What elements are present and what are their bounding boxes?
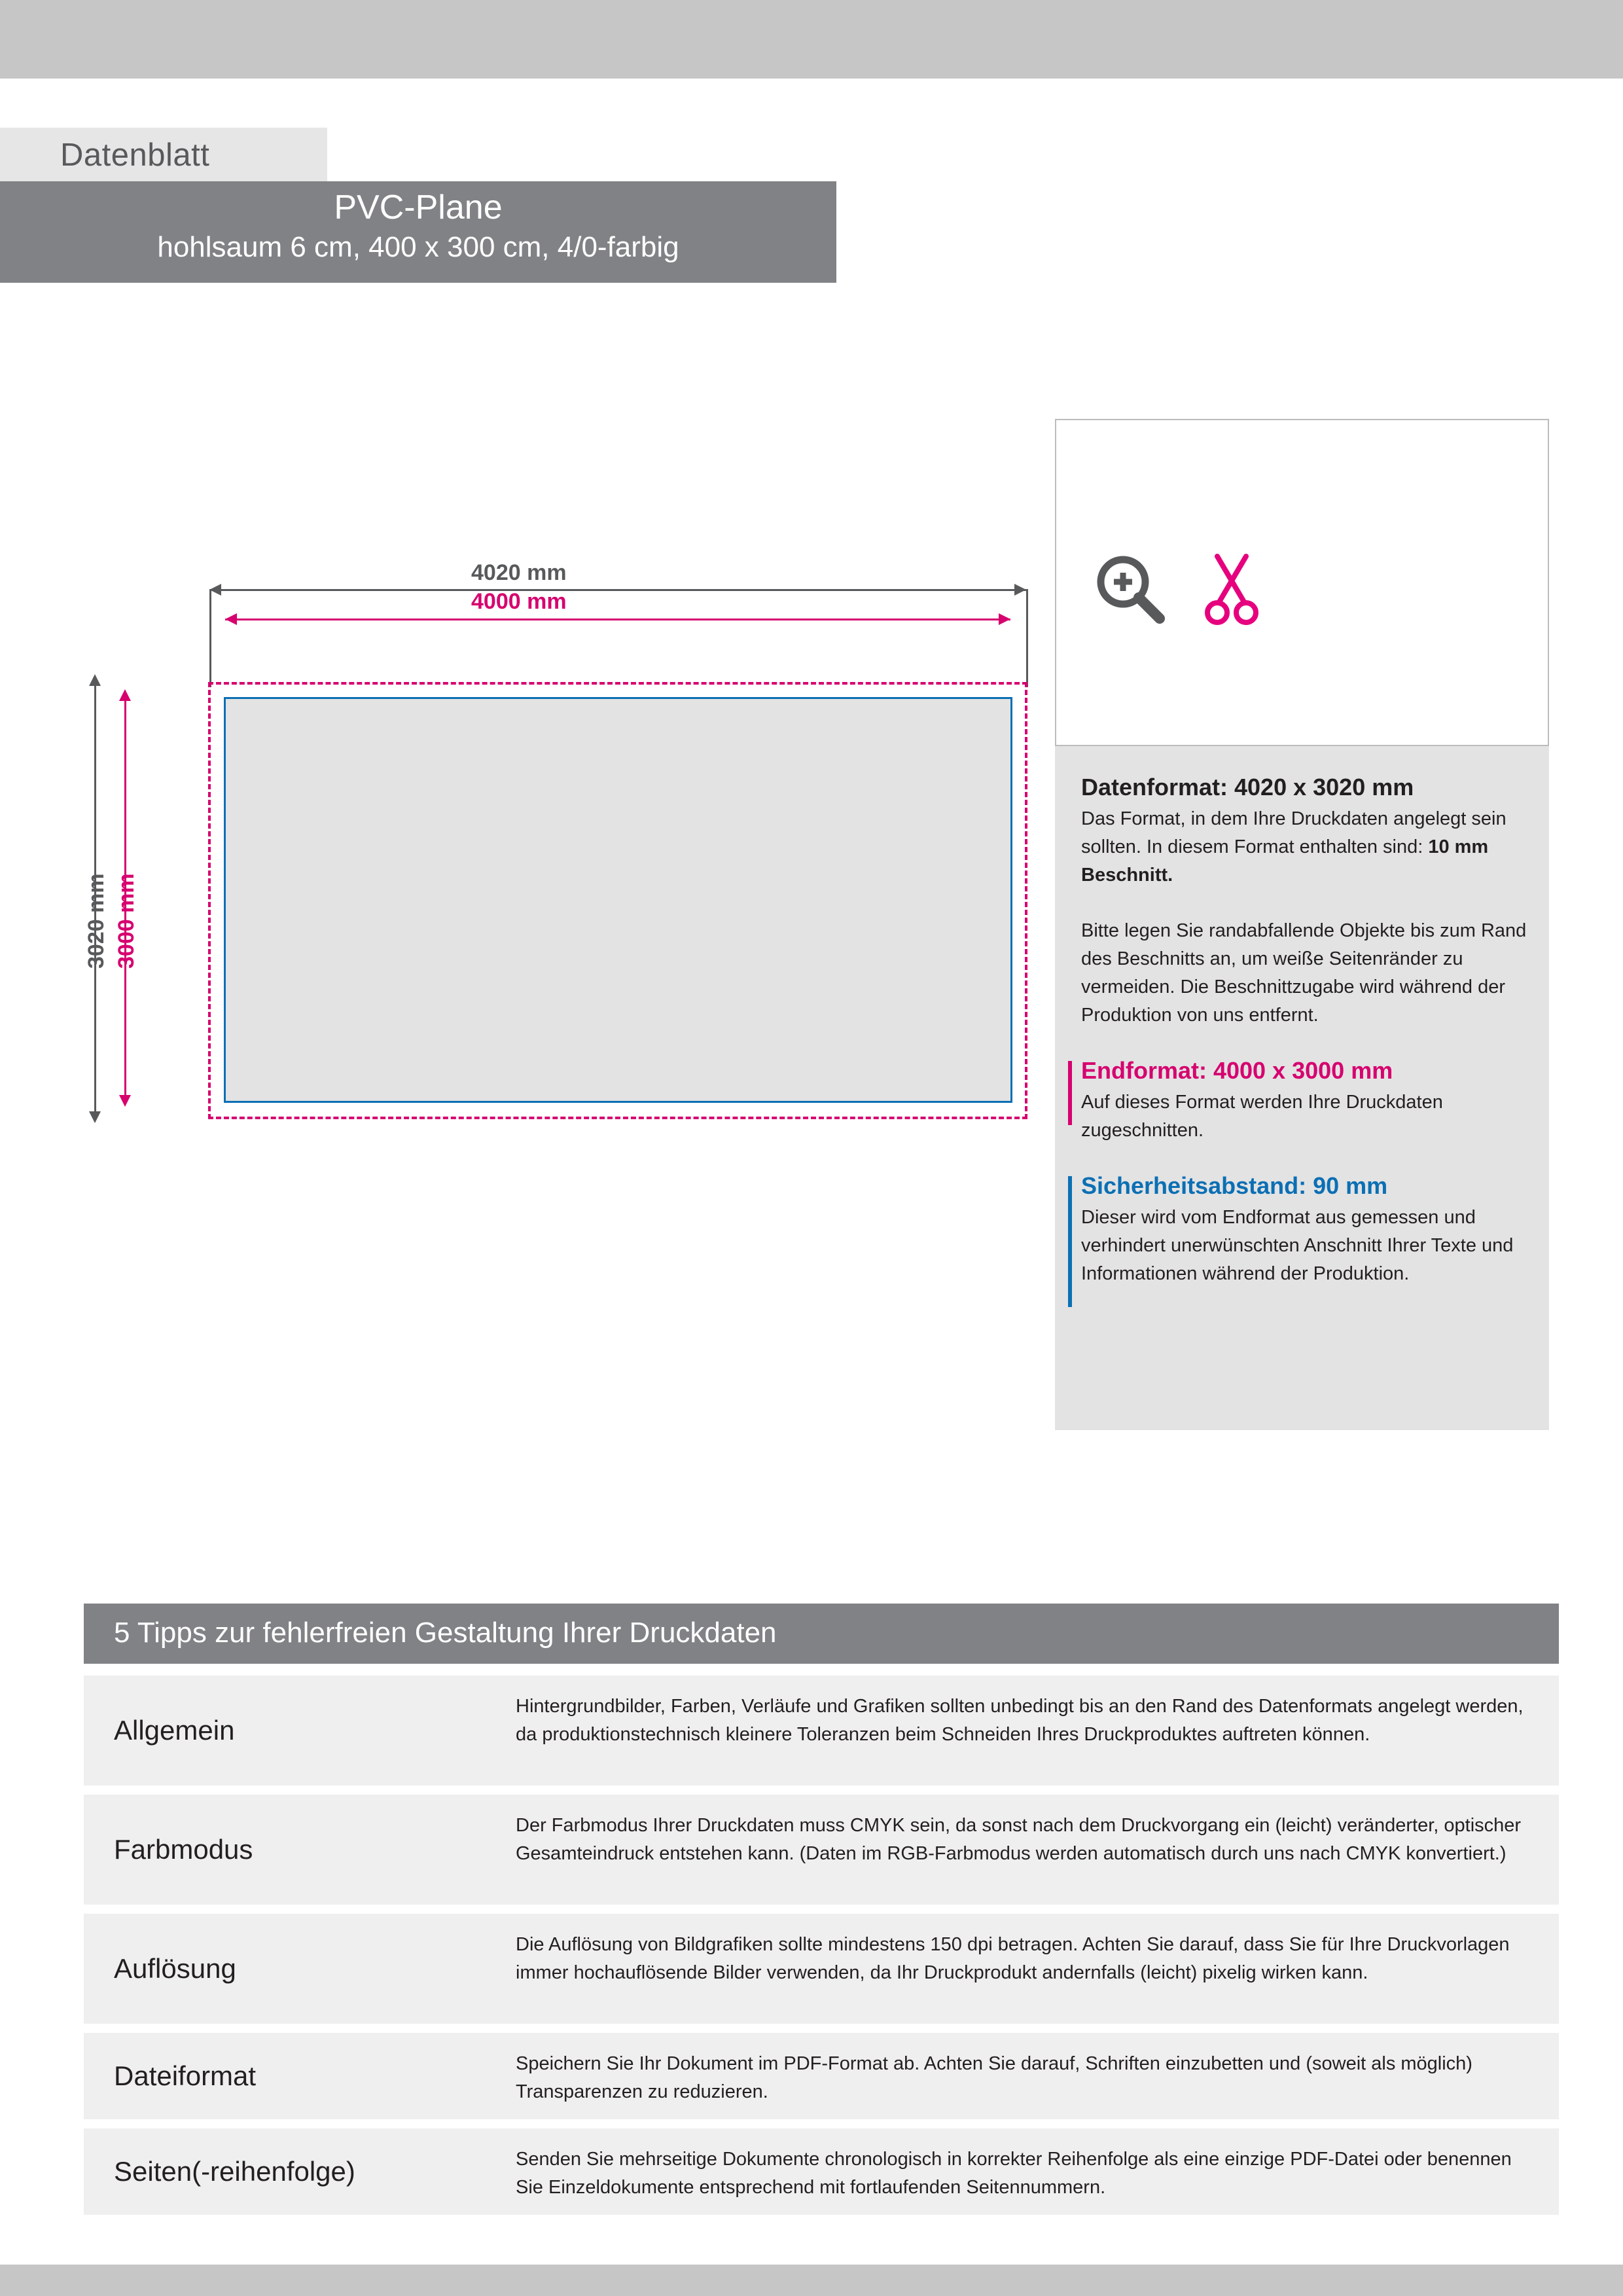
legend-endformat-heading: Endformat: 4000 x 3000 mm: [1081, 1057, 1393, 1084]
dimension-line-width-final: [225, 619, 1010, 620]
tips-title: 5 Tipps zur fehlerfreien Gestaltung Ihrer Druckdaten: [114, 1617, 777, 1649]
table-row: [84, 1914, 1559, 2024]
dimension-arrow-left-final: [225, 613, 237, 625]
product-title-band: [0, 181, 836, 283]
tip-label: Auflösung: [114, 1953, 236, 1984]
legend-datenformat-text-1: [1081, 805, 1533, 889]
legend-text-body: [1081, 774, 1533, 1288]
legend-endformat-color-bar: [1068, 1061, 1072, 1125]
product-subtitle: hohlsaum 6 cm, 400 x 300 cm, 4/0-farbig: [157, 231, 679, 263]
dimension-arrow-right-final: [999, 613, 1010, 625]
tip-text: Senden Sie mehrseitige Dokumente chronologisch in korrekter Reihenfolge als eine einzige PDF-Datei oder benennen Sie Einzeldokumente entsprechend mit fortlaufenden Seitennummern.: [516, 2149, 1512, 2198]
label-height-final: 3000 mm: [114, 873, 139, 969]
legend-datenformat-heading: Datenformat: 4020 x 3020 mm: [1081, 774, 1414, 800]
datenblatt-tab: [0, 128, 327, 181]
legend-endformat: [1081, 1057, 1533, 1145]
table-row: [84, 1676, 1559, 1785]
magnifier-plus-icon: [1094, 553, 1166, 625]
tip-label: Dateiformat: [114, 2060, 257, 2091]
tip-text: Die Auflösung von Bildgrafiken sollte mindestens 150 dpi betragen. Achten Sie darauf, dass Sie für Ihre Druckvorlagen immer hochauflösende Bilder verwenden, da Ihr Druckprodukt andernfalls (leicht) pixelig wirken kann.: [516, 1934, 1510, 1983]
dimension-arrow-down-final: [119, 1095, 131, 1107]
datenblatt-tab-label: Datenblatt: [60, 137, 210, 173]
format-diagram: [79, 537, 1047, 1309]
tip-label: Farbmodus: [114, 1834, 253, 1865]
legend-datenformat-text-1-bold: 10 mm Beschnitt.: [1081, 836, 1489, 886]
legend-sicherheitsabstand-text: Dieser wird vom Endformat aus gemessen und verhindert unerwünschten Anschnitt Ihrer Texte und Informationen während der Produktion.: [1081, 1207, 1514, 1284]
dimension-arrow-up-data: [89, 674, 101, 686]
legend-datenformat: [1081, 774, 1533, 1030]
legend-endformat-text: Auf dieses Format werden Ihre Druckdaten zugeschnitten.: [1081, 1092, 1443, 1141]
scissors-icon: [1203, 550, 1262, 628]
final-format-rectangle: [224, 697, 1012, 1103]
extension-line-right-data: [1026, 589, 1028, 687]
top-decorative-band: [0, 0, 1623, 79]
tip-text: Der Farbmodus Ihrer Druckdaten muss CMYK sein, da sonst nach dem Druckvorgang ein (leicht) veränderter, optischer Gesamteindruck entstehen kann. (Daten im RGB-Farbmodus werden automatisch durch uns nach CMYK konvertiert.): [516, 1815, 1522, 1864]
dimension-arrow-up-final: [119, 689, 131, 701]
tips-header: [84, 1604, 1559, 1664]
tips-table: [84, 1676, 1559, 2224]
legend-sicherheitsabstand-color-bar: [1068, 1176, 1072, 1307]
label-width-final: 4000 mm: [471, 589, 567, 614]
legend-sicherheitsabstand: [1081, 1172, 1533, 1288]
legend-datenformat-text-2: Bitte legen Sie randabfallende Objekte bis zum Rand des Beschnitts an, um weiße Seitenränder zu vermeiden. Die Beschnittzugabe wird während der Produktion von uns entfernt.: [1081, 920, 1527, 1026]
legend-datenformat-text-1-part: Das Format, in dem Ihre Druckdaten angelegt sein sollten. In diesem Format enthalten sind:: [1081, 808, 1507, 857]
tip-label: Allgemein: [114, 1715, 235, 1746]
tip-text: Hintergrundbilder, Farben, Verläufe und Grafiken sollten unbedingt bis an den Rand des Datenformats angelegt werden, da produktionstechnisch kleinere Toleranzen beim Schneiden Ihres Druckproduktes auftreten können.: [516, 1696, 1524, 1745]
legend-sicherheitsabstand-heading: Sicherheitsabstand: 90 mm: [1081, 1172, 1388, 1199]
dimension-arrow-down-data: [89, 1111, 101, 1123]
dimension-line-width-data: [209, 589, 1026, 591]
tip-text: Speichern Sie Ihr Dokument im PDF-Format ab. Achten Sie darauf, Schriften einzubetten und (soweit als möglich) Transparenzen zu reduzieren.: [516, 2053, 1472, 2102]
legend-spacer-3: [1081, 1145, 1533, 1172]
extension-line-left-data: [209, 589, 211, 687]
table-row: [84, 2128, 1559, 2215]
label-width-data: 4020 mm: [471, 560, 567, 585]
product-title: PVC-Plane: [334, 188, 503, 226]
label-height-data: 3020 mm: [84, 873, 109, 969]
table-row: [84, 1795, 1559, 1905]
dimension-arrow-right-data: [1014, 584, 1026, 596]
bottom-decorative-band: [0, 2265, 1623, 2296]
tip-label: Seiten(-reihenfolge): [114, 2156, 355, 2187]
legend-spacer-2: [1081, 1030, 1533, 1057]
table-row: [84, 2033, 1559, 2119]
legend-spacer-1: [1081, 889, 1533, 917]
